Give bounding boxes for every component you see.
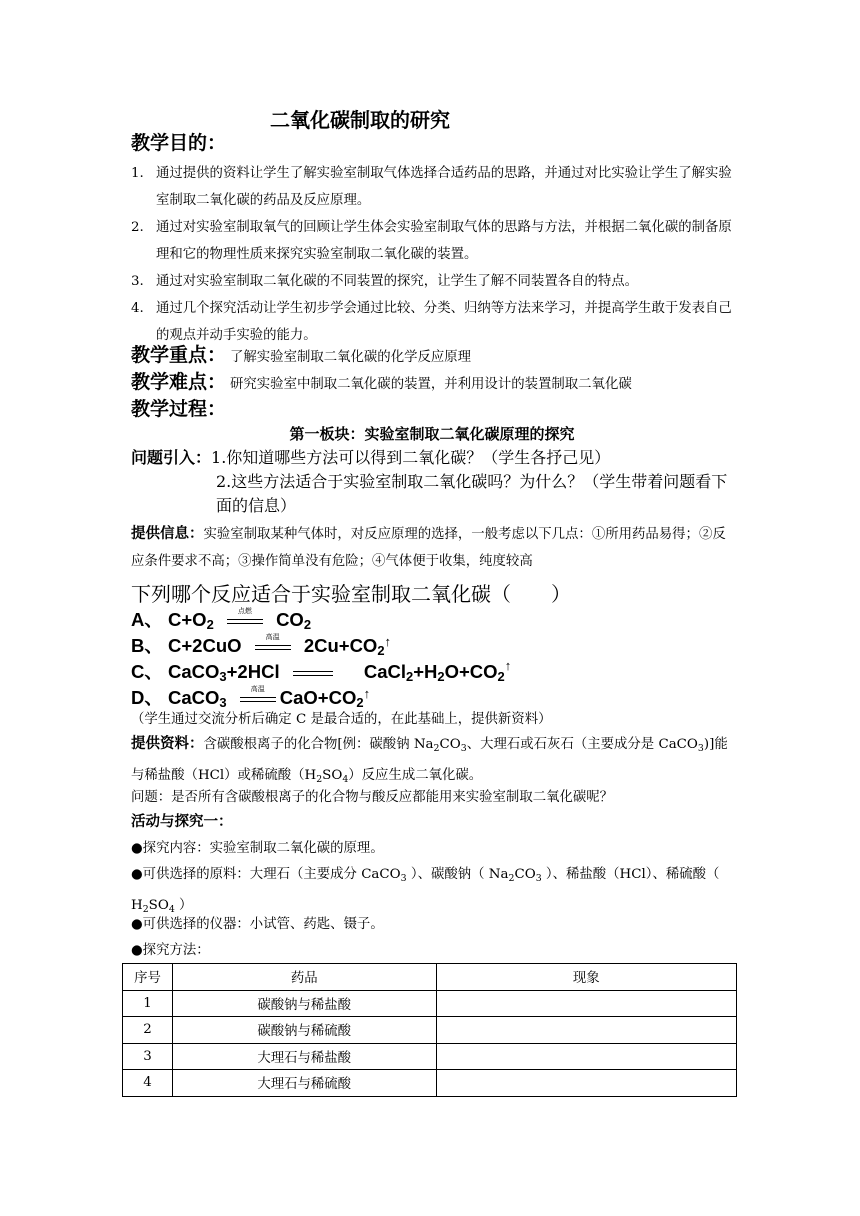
key-point (131, 340, 471, 367)
table-cell: 碳酸钠与稀硫酸 (172, 1017, 436, 1044)
table-cell (436, 1017, 737, 1044)
difficulty-label: 教学难点： (131, 371, 227, 393)
gas-arrow-icon: ↑ (363, 686, 371, 701)
student-note: （学生通过交流分析后确定 C 是最合适的，在此基础上，提供新资料） (131, 712, 552, 727)
question-2-text: 问题：是否所有含碳酸根离子的化合物与酸反应都能用来实验室制取二氧化碳呢？ (131, 790, 614, 805)
table-row (123, 1017, 737, 1044)
experiment-table (122, 963, 737, 1097)
table-cell: 碳酸钠与稀盐酸 (172, 990, 436, 1017)
objectives-heading: 教学目的： (131, 132, 227, 154)
provided-info-text: 实验室制取某种气体时，对反应原理的选择，一般考虑以下几点：①所用药品易得；②反应条件要求不高；③操作简单没有危险；④气体便于收集，纯度较高 (131, 527, 726, 569)
activity-instruments: ●可供选择的仪器：小试管、药匙、镊子。 (131, 917, 384, 932)
reaction-a-label: A、 (131, 609, 163, 630)
reaction-condition (253, 634, 293, 656)
subscript: 2 (142, 904, 149, 915)
table-row (123, 990, 737, 1017)
reaction-d-left: CaCO (168, 687, 220, 708)
list-item (131, 268, 733, 295)
process-heading: 教学过程： (131, 398, 227, 420)
activity-method: ●探究方法： (131, 943, 210, 958)
subscript: 3 (219, 669, 227, 684)
table-header-cell: 药品 (172, 964, 436, 991)
table-cell: 3 (123, 1043, 173, 1070)
provided-info (131, 521, 733, 575)
reaction-c-right-2: +H (413, 661, 438, 682)
table-cell: 大理石与稀盐酸 (172, 1043, 436, 1070)
table-cell: 2 (123, 1017, 173, 1044)
list-item-text: 通过提供的资料让学生了解实验室制取气体选择合适药品的思路，并通过对比实验让学生了解实验室制取二氧化碳的药品及反应原理。 (156, 166, 732, 208)
gas-arrow-icon: ↑ (384, 634, 392, 649)
materials-text: ）、稀盐酸（HCl）、稀硫酸（ H (131, 867, 720, 913)
subscript: 3 (219, 695, 227, 710)
subscript: 2 (303, 617, 312, 632)
provided-info-label: 提供信息： (131, 526, 204, 542)
question-2: 2.这些方法适合于实验室制取二氧化碳吗？为什么？（学生带着问题看下面的信息） (216, 472, 728, 515)
subscript: 2 (437, 669, 445, 684)
subscript: 2 (406, 669, 414, 684)
table-header-cell: 序号 (123, 964, 173, 991)
subscript: 3 (535, 873, 542, 884)
reaction-c-left-2: +2HCl (226, 661, 280, 682)
condition-text: 高温 (265, 634, 280, 642)
reaction-c-label: C、 (131, 661, 163, 682)
reaction-a-left: C+O (168, 609, 207, 630)
reaction-b-label: B、 (131, 635, 163, 656)
page-title: 二氧化碳制取的研究 (270, 108, 450, 132)
subscript: 4 (168, 904, 175, 915)
subscript: 2 (206, 617, 214, 632)
table-cell (436, 1070, 737, 1097)
subscript: 2 (433, 743, 440, 754)
difficulty (131, 367, 632, 394)
list-item-number: 1. (131, 166, 144, 181)
table-header-row (123, 964, 737, 991)
table-cell: 大理石与稀硫酸 (172, 1070, 436, 1097)
table-cell: 1 (123, 990, 173, 1017)
condition-text: 高温 (250, 686, 265, 694)
subscript: 2 (316, 774, 323, 785)
list-item-number: 2. (131, 220, 144, 235)
reaction-b-right: 2Cu+CO (303, 635, 378, 656)
condition-text: 点燃 (237, 608, 252, 616)
material-text: CO (439, 737, 461, 752)
table-cell (436, 990, 737, 1017)
materials-text: ●可供选择的原料：大理石（主要成分 CaCO (131, 867, 401, 882)
reaction-b (131, 632, 391, 658)
table-cell (436, 1043, 737, 1070)
reaction-a (131, 606, 311, 632)
materials-text: ） (174, 898, 193, 913)
table-header-cell: 现象 (436, 964, 737, 991)
materials-text: ）、碳酸钠（ Na (406, 867, 509, 882)
material-text: SO (322, 768, 343, 783)
key-point-label: 教学重点： (131, 344, 227, 366)
reaction-c-left: CaCO (168, 661, 220, 682)
subscript: 3 (697, 743, 704, 754)
reaction-d-label: D、 (131, 687, 163, 708)
activity-heading (131, 809, 733, 836)
question-intro (131, 446, 741, 518)
table-row (123, 1070, 737, 1097)
subscript: 3 (460, 743, 467, 754)
section-title: 第一板块：实验室制取二氧化碳原理的探究 (289, 425, 575, 443)
material-text: 含碳酸根离子的化合物[例：碳酸钠 Na (203, 737, 434, 752)
question-1: 1.你知道哪些方法可以得到二氧化碳？（学生各抒己见） (211, 448, 611, 467)
key-point-text: 了解实验室制取二氧化碳的化学反应原理 (230, 350, 472, 365)
list-item-number: 3. (131, 274, 144, 289)
material-text: 、大理石或石灰石（主要成分是 CaCO (466, 737, 698, 752)
subscript: 2 (377, 643, 385, 658)
table-row (123, 1043, 737, 1070)
materials-text: SO (148, 898, 169, 913)
materials-text: CO (514, 867, 536, 882)
subscript: 2 (508, 873, 515, 884)
reaction-c-right-3: O+CO (444, 661, 498, 682)
material-text: )]能与稀盐酸（HCl）或稀硫酸（H (131, 737, 728, 783)
objectives-list (131, 160, 733, 349)
subscript: 2 (497, 669, 505, 684)
material-text: ）反应生成二氧化碳。 (348, 768, 483, 783)
reaction-d-right: CaO+CO (279, 687, 357, 708)
provided-material-label: 提供资料： (131, 736, 204, 752)
subscript: 2 (356, 695, 364, 710)
reaction-question: 下列哪个反应适合于实验室制取二氧化碳（ ） (131, 584, 571, 606)
list-item-number: 4. (131, 301, 144, 316)
difficulty-text: 研究实验室中制取二氧化碳的装置，并利用设计的装置制取二氧化碳 (230, 377, 632, 392)
reaction-condition (225, 608, 265, 630)
subscript: 3 (400, 873, 407, 884)
activity-content: ●探究内容：实验室制取二氧化碳的原理。 (131, 841, 384, 856)
gas-arrow-icon: ↑ (504, 658, 512, 673)
question-intro-label: 问题引入： (131, 448, 212, 467)
subscript: 4 (342, 774, 349, 785)
activity-heading-text: 活动与探究一： (131, 814, 233, 830)
list-item-text: 通过对实验室制取氧气的回顾让学生体会实验室制取气体的思路与方法，并根据二氧化碳的制备原理和它的物理性质来探究实验室制取二氧化碳的装置。 (156, 220, 732, 262)
reaction-condition (291, 664, 335, 682)
list-item-text: 通过对实验室制取二氧化碳的不同装置的探究，让学生了解不同装置各自的特点。 (156, 274, 639, 289)
list-item-text: 通过几个探究活动让学生初步学会通过比较、分类、归纳等方法来学习，并提高学生敢于发表自己的观点并动手实验的能力。 (156, 301, 732, 343)
reaction-condition (238, 686, 278, 708)
provided-material (131, 731, 733, 793)
list-item (131, 160, 733, 214)
reaction-a-right: CO (276, 609, 304, 630)
table-cell: 4 (123, 1070, 173, 1097)
reaction-b-left: C+2CuO (168, 635, 242, 656)
reaction-c (131, 658, 511, 684)
list-item (131, 214, 733, 268)
reaction-c-right: CaCl (363, 661, 407, 682)
